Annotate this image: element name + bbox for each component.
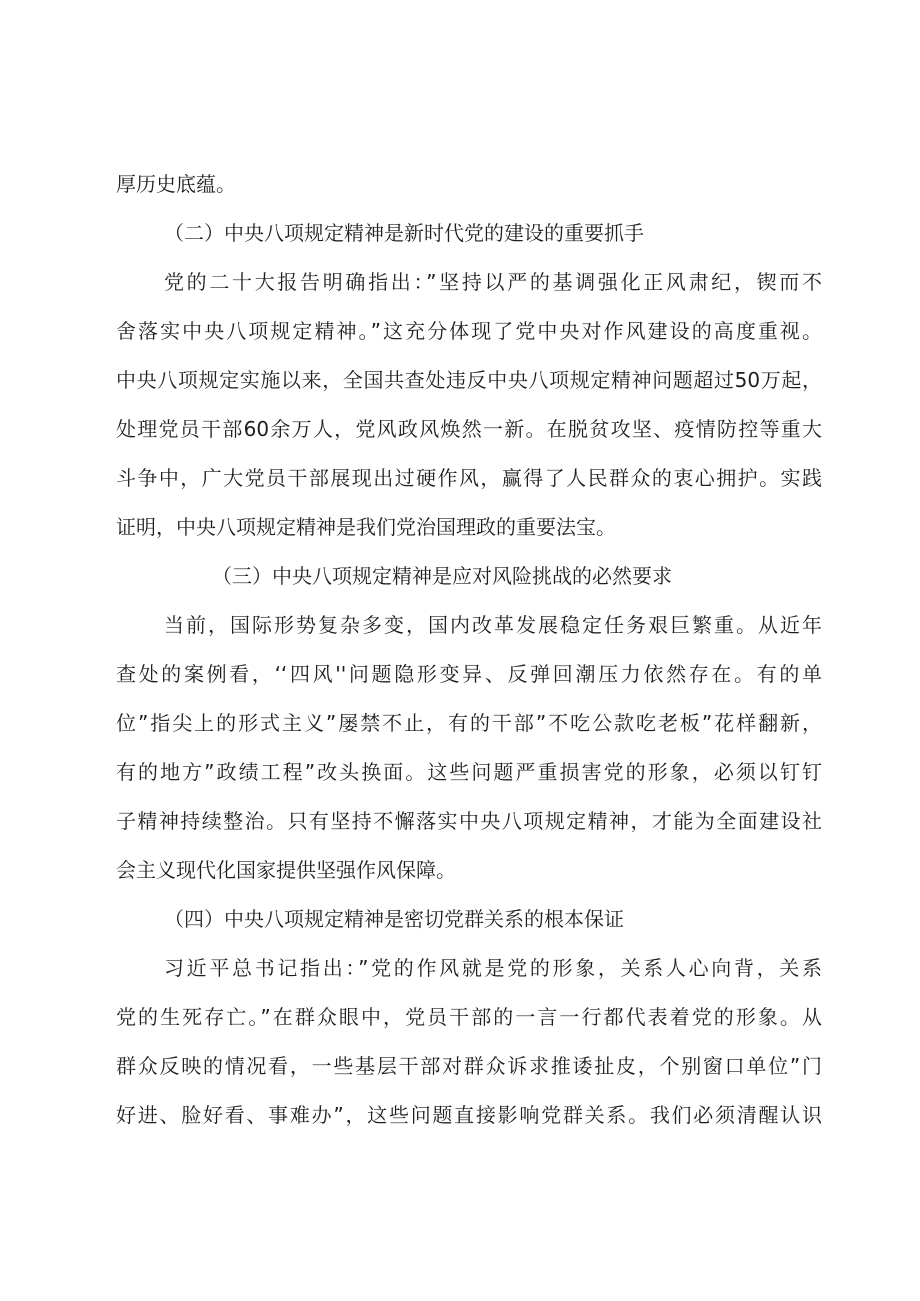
paragraph-line: 中央八项规定实施以来，全国共查处违反中央八项规定精神问题超过50万起， [116, 368, 822, 392]
paragraph-line: 群众反映的情况看，一些基层干部对群众诉求推诿扯皮，个别窗口单位”门 [116, 1054, 822, 1078]
paragraph-line: 证明，中央八项规定精神是我们党治国理政的重要法宝。 [116, 515, 616, 539]
section-heading-4: （四）中央八项规定精神是密切党群关系的根本保证 [164, 907, 624, 931]
paragraph-line: 好进、脸好看、事难办”，这些问题直接影响党群关系。我们必须清醒认识 [116, 1103, 822, 1127]
paragraph-line: 查处的案例看，‘‘四风''问题隐形变异、反弹回潮压力依然存在。有的单 [116, 662, 822, 686]
paragraph-line: 党的生死存亡。”在群众眼中，党员干部的一言一行都代表着党的形象。从 [116, 1005, 822, 1029]
paragraph-line: 位”指尖上的形式主义”屡禁不止，有的干部”不吃公款吃老板”花样翻新， [116, 711, 822, 735]
paragraph-line: 有的地方”政绩工程”改头换面。这些问题严重损害党的形象，必须以钉钉 [116, 760, 822, 784]
paragraph-line: 当前，国际形势复杂多变，国内改革发展稳定任务艰巨繁重。从近年 [164, 613, 822, 637]
section-heading-2: （二）中央八项规定精神是新时代党的建设的重要抓手 [164, 221, 644, 245]
paragraph-line: 子精神持续整治。只有坚持不懈落实中央八项规定精神，才能为全面建设社 [116, 809, 822, 833]
paragraph-line: 处理党员干部60余万人，党风政风焕然一新。在脱贫攻坚、疫情防控等重大 [116, 417, 822, 441]
paragraph-line: 会主义现代化国家提供坚强作风保障。 [116, 858, 456, 882]
paragraph-line: 斗争中，广大党员干部展现出过硬作风，赢得了人民群众的衷心拥护。实践 [116, 466, 822, 490]
section-heading-3: （三）中央八项规定精神是应对风险挑战的必然要求 [212, 564, 672, 588]
paragraph-line: 舍落实中央八项规定精神。”这充分体现了党中央对作风建设的高度重视。 [116, 319, 822, 343]
paragraph-line: 习近平总书记指出：”党的作风就是党的形象，关系人心向背，关系 [164, 956, 822, 980]
paragraph-line: 党的二十大报告明确指出：”坚持以严的基调强化正风肃纪，锲而不 [164, 270, 822, 294]
paragraph-line: 厚历史底蕴。 [116, 172, 236, 196]
